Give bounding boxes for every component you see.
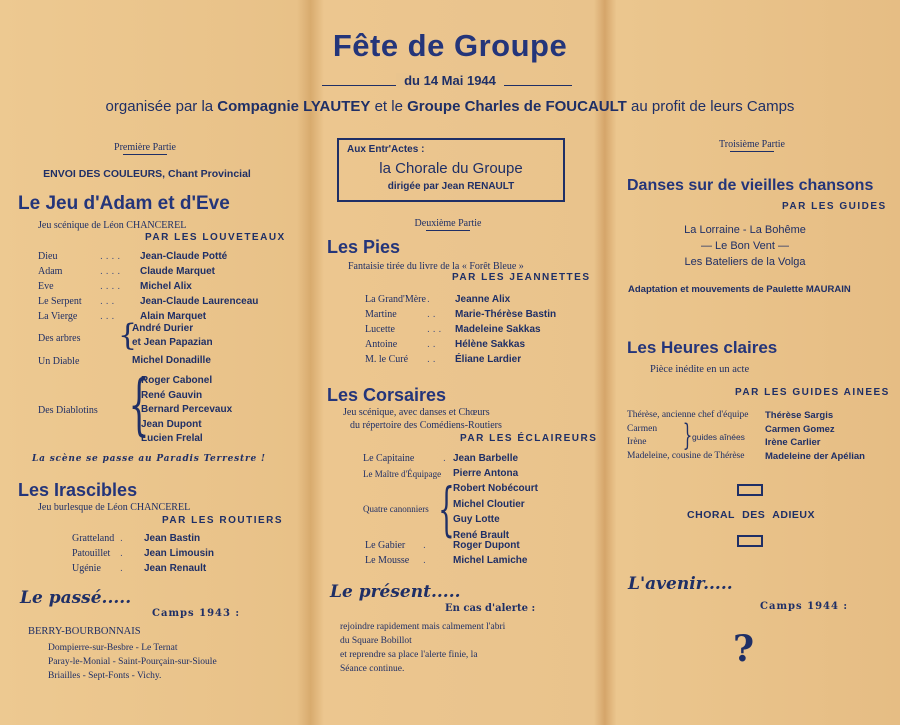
table-row (365, 352, 556, 367)
entracte-director: dirigée par Jean RENAULT (387, 181, 515, 192)
part3-heading: Troisième Partie (702, 139, 802, 152)
cast-actor: Irène Carlier (765, 437, 821, 448)
present-title: Le présent..... (330, 582, 461, 602)
play-pies-title: Les Pies (327, 237, 401, 257)
past-camps: Camps 1943 : (152, 608, 241, 619)
cast-actor: Michel Lamiche (453, 555, 528, 566)
list-item: Lucien Frelal (141, 433, 203, 444)
dot-leader: .. (427, 309, 439, 320)
table-row (38, 249, 258, 264)
dances-list (660, 222, 830, 270)
play-pies-by: PAR LES JEANNETTES (452, 272, 591, 283)
cast-role: La Grand'Mère (365, 294, 426, 305)
alert-line: du Square Bobillot (340, 636, 412, 646)
play-irascibles-by: PAR LES ROUTIERS (162, 515, 284, 526)
organizer-line (0, 98, 900, 115)
cast-actor: Alain Marquet (140, 311, 207, 322)
cast-actor: Claude Marquet (140, 266, 216, 277)
play-irascibles-title: Les Irascibles (18, 480, 138, 500)
cast-role: La Vierge (38, 311, 78, 322)
entracte-choir: la Chorale du Groupe (379, 160, 523, 177)
table-row (38, 279, 258, 294)
list-item: Paray-le-Monial - Saint-Pourçain-sur-Sioule (48, 657, 217, 667)
dot-leader: .... (100, 281, 124, 292)
cast-role: Le Gabier (365, 540, 406, 551)
play-corsaires-by: PAR LES ÉCLAIREURS (460, 433, 598, 444)
cast-actor: Roger Dupont (453, 540, 520, 551)
cast-actor: Carmen Gomez (765, 423, 835, 435)
play-pies-subtitle: Fantaisie tirée du livre de la « Forêt Bleue » (348, 261, 524, 272)
arbres-actor: André Durier (132, 323, 194, 334)
dot-leader: .... (100, 266, 124, 277)
org-company: Compagnie LYAUTEY (217, 98, 371, 115)
list-item: Bernard Percevaux (141, 404, 233, 415)
cast-actor: Thérèse Sargis (765, 410, 834, 421)
list-item: René Gauvin (141, 389, 203, 401)
diable-role: Un Diable (38, 356, 80, 367)
cast-actor: Jean Barbelle (453, 453, 519, 464)
future-camps: Camps 1944 : (760, 601, 849, 612)
cast-role: M. le Curé (365, 354, 409, 365)
heures-subtitle: Pièce inédite en un acte (650, 364, 750, 375)
table-row (365, 322, 556, 337)
heures-actors (765, 409, 865, 463)
dot-leader: . (120, 563, 126, 574)
diablotins-list (141, 374, 232, 447)
question-mark: ? (733, 628, 755, 670)
list-item: Robert Nobécourt (453, 483, 538, 494)
play-corsaires-subtitle-1: Jeu scénique, avec danses et Chœurs (343, 407, 490, 418)
table-row (365, 337, 556, 352)
ornament-box (737, 535, 763, 547)
brace-icon: { (438, 475, 455, 543)
list-item: René Brault (453, 529, 510, 541)
cast-role: Le Mousse (365, 555, 410, 566)
cast-actor: Jean-Claude Potté (140, 251, 228, 262)
dances-title: Danses sur de vieilles chansons (627, 177, 874, 194)
arbres-actor: et Jean Papazian (132, 337, 213, 348)
play-adam-subtitle: Jeu scénique de Léon CHANCEREL (38, 220, 187, 231)
cast-actor: Jean-Claude Laurenceau (140, 296, 259, 307)
table-row (38, 309, 258, 324)
table-row (365, 292, 556, 307)
cast-role: Lucette (365, 324, 395, 335)
cast-role: Gratteland (72, 533, 115, 544)
table-row (72, 561, 214, 576)
dot-leader: . (120, 533, 126, 544)
cast-actor: Marie-Thérèse Bastin (455, 309, 557, 320)
cast-role: Antoine (365, 339, 398, 350)
dot-leader: .... (100, 251, 124, 262)
cast-actor: Pierre Antona (453, 468, 519, 479)
table-row (365, 307, 556, 322)
alert-heading: En cas d'alerte : (445, 603, 536, 614)
cast-role: Le Maître d'Équipage (363, 468, 442, 479)
cast-role: Adam (38, 266, 63, 277)
dot-leader: .. (427, 339, 439, 350)
diablotins-role: Des Diablotins (38, 405, 98, 416)
cast-role: Ugénie (72, 563, 101, 574)
cast-actor: Éliane Lardier (455, 354, 522, 365)
play-adam-title: Le Jeu d'Adam et d'Eve (18, 193, 230, 214)
play-adam-by: PAR LES LOUVETEAUX (145, 232, 286, 243)
dances-adapt: Adaptation et mouvements de Paulette MAURAIN (628, 284, 851, 295)
cast-role: Le Capitaine (363, 453, 415, 464)
cast-role: Irène (627, 437, 647, 447)
future-title: L'avenir..... (628, 574, 733, 594)
dot-leader: . (423, 540, 429, 551)
corsaires-bottom-cast (365, 538, 527, 568)
envoi-line: ENVOI DES COULEURS, Chant Provincial (43, 168, 251, 180)
past-region: BERRY-BOURBONNAIS (28, 626, 141, 637)
cast-actor: Madeleine Sakkas (455, 324, 541, 335)
irascibles-cast-table (72, 531, 214, 576)
guides-label: guides aînées (692, 432, 745, 442)
org-prefix: organisée par la (105, 98, 214, 115)
past-places (48, 641, 217, 683)
list-item: Dompierre-sur-Besbre - Le Ternat (48, 643, 178, 653)
alert-line: rejoindre rapidement mais calmement l'abri (340, 622, 506, 632)
table-row (38, 294, 258, 309)
table-row (365, 553, 527, 568)
table-row (363, 451, 518, 466)
entracte-label: Aux Entr'Actes : (347, 144, 425, 155)
alert-line: Séance continue. (340, 664, 405, 674)
table-row (365, 538, 527, 553)
dot-leader: ... (427, 324, 445, 335)
part1-heading: Première Partie (100, 142, 190, 155)
cast-role: Thérèse, ancienne chef d'équipe (627, 410, 749, 420)
list-item: La Lorraine - La Bohême (684, 224, 806, 236)
alert-text (340, 620, 505, 676)
event-date-text: du 14 Mai 1944 (396, 73, 504, 88)
dances-by: PAR LES GUIDES (782, 201, 887, 212)
cast-role: Dieu (38, 251, 58, 262)
heures-title: Les Heures claires (627, 338, 778, 357)
cast-actor: Madeleine der Apélian (765, 450, 865, 462)
table-row (72, 531, 214, 546)
cast-actor: Jean Bastin (144, 533, 201, 544)
table-row (72, 546, 214, 561)
play-corsaires-title: Les Corsaires (327, 385, 447, 405)
ornament-box (737, 484, 763, 496)
org-and: et le (374, 98, 403, 115)
org-group: Groupe Charles de FOUCAULT (407, 98, 627, 115)
dot-leader: .. (427, 354, 439, 365)
cast-role: Martine (365, 309, 397, 320)
list-item: Guy Lotte (453, 514, 500, 525)
page-title: Fête de Groupe (332, 28, 568, 63)
past-title: Le passé..... (20, 588, 132, 608)
canonniers-role: Quatre canonniers (363, 504, 429, 514)
list-item: — Le Bon Vent — (700, 240, 790, 252)
dot-leader: . (423, 555, 429, 566)
canonniers-list (453, 481, 538, 543)
dot-leader: . (443, 453, 449, 464)
brace-icon: { (118, 318, 138, 353)
cast-role: Patouillet (72, 548, 111, 559)
scene-note: La scène se passe au Paradis Terrestre ! (32, 454, 266, 464)
cast-role: Carmen (627, 423, 658, 434)
cast-role: Eve (38, 281, 54, 292)
play-irascibles-subtitle: Jeu burlesque de Léon CHANCEREL (38, 502, 191, 513)
cast-actor: Jean Renault (144, 563, 207, 574)
cast-role: Madeleine, cousine de Thérèse (627, 450, 745, 461)
dot-leader: ... (100, 296, 118, 307)
diable-actor: Michel Donadille (132, 355, 211, 366)
brace-icon: } (682, 418, 693, 453)
play-corsaires-subtitle-2: du répertoire des Comédiens-Routiers (350, 420, 502, 431)
dot-leader: ... (100, 311, 118, 322)
org-suffix: au profit de leurs Camps (631, 98, 795, 115)
cast-role: Le Serpent (38, 296, 82, 307)
dot-leader: . (120, 548, 126, 559)
cast-actor: Michel Alix (140, 281, 192, 292)
list-item: Roger Cabonel (141, 375, 213, 386)
heures-by: PAR LES GUIDES AINEES (735, 387, 890, 398)
table-row (38, 264, 258, 279)
dot-leader: . (427, 294, 433, 305)
list-item: Michel Cloutier (453, 498, 525, 510)
cast-actor: Jeanne Alix (455, 294, 511, 305)
brace-icon: { (128, 366, 150, 443)
part2-heading: Deuxième Partie (402, 218, 494, 231)
entracte-box (337, 138, 565, 202)
choral-adieux: CHORAL DES ADIEUX (687, 509, 815, 521)
arbres-role: Des arbres (38, 333, 81, 344)
cast-actor: Jean Limousin (144, 548, 215, 559)
list-item: Les Bateliers de la Volga (684, 256, 806, 268)
list-item: Briailles - Sept-Fonts - Vichy. (48, 671, 162, 681)
alert-line: et reprendre sa place l'alerte finie, la (340, 650, 478, 660)
adam-cast-table (38, 249, 258, 324)
list-item: Jean Dupont (141, 418, 202, 430)
pies-cast-table (365, 292, 556, 367)
event-date (0, 73, 900, 88)
cast-actor: Hélène Sakkas (455, 339, 526, 350)
